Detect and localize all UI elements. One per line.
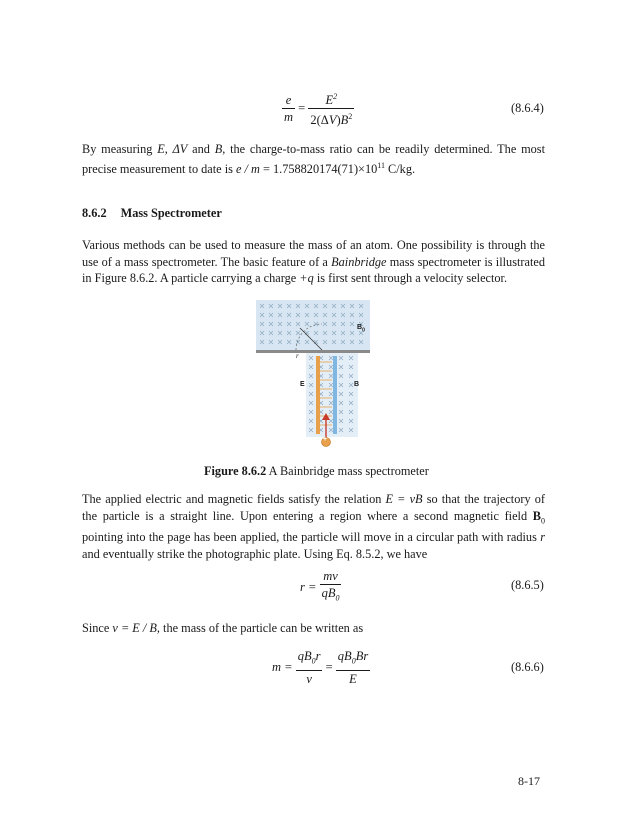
equation-8-6-4: $\frac{e}{m}$ = $\frac{E^2}{2(\Delta V)B^2}$ [282,89,354,128]
caption-text: A Bainbridge mass spectrometer [266,464,429,478]
page-number: 8-17 [518,774,540,788]
capacitor-plate-right [333,356,337,434]
label-e: E [300,381,305,388]
eq-numerator: e [282,92,295,109]
paragraph-measurement: By measuring E, ΔV and B, the charge-to-mass ratio can be readily determined. The most precise measurement to date is $e / m = 1.758820174(71)\times 10^{11}$ C/kg. [82,142,545,176]
figure-caption [204,463,429,480]
label-b: B [354,381,360,388]
equation-8-6-5: r = $\frac{mv}{qB_0}$ [300,568,341,607]
equation-number: (8.6.4) [511,101,544,115]
eq-denominator: $2(\Delta V)B^2$ [310,112,353,128]
eq-fraction-e-over-m [282,92,295,125]
paragraph-applied-fields: The applied electric and magnetic fields satisfy the relation E = vB so that the trajectory of the particle is a straight line. Upon entering a region where a second magnetic field $B_0$ pointing into the page has been applied, the particle will move in a circular path with radius r and eventually strike the photographic plate. Using Eq. 8.5.2, we have [82,492,545,562]
label-b0: $B_0$ [357,324,365,334]
eq-fraction-2: $\frac{qB_0Br}{E}$ [337,649,369,686]
paragraph-mass-spectrometer-intro: Various methods can be used to measure the mass of an atom. One possibility is through the use of a mass spectrometer. The basic feature of a Bainbridge mass spectrometer is illustrated in Figure 8.6.2. A particle carrying a charge +q is first sent through a velocity selector. [82,238,545,285]
caption-label: Figure 8.6.2 [204,464,267,478]
equation-number: (8.6.5) [511,578,544,592]
figure-bainbridge-diagram [256,300,370,448]
eq-numerator: $E^2$ [308,89,354,109]
eq-fraction-mv-over-qb0: $\frac{mv}{qB_0}$ [321,569,340,603]
label-r: r [296,352,299,360]
section-heading: 8.6.2 Mass Spectrometer [82,206,222,220]
equation-number: (8.6.6) [511,660,544,674]
capacitor-plate-left [316,356,320,434]
equation-8-6-6: m = $\frac{qB_0r}{v}$ = $\frac{qB_0Br}{E}$ [272,649,369,686]
eq-denominator: m [284,110,294,125]
mass-spectrometer-illustration [256,300,370,448]
eq-fraction-1: $\frac{qB_0r}{v}$ [297,649,321,686]
label-particle-charge: + [323,436,328,443]
paragraph-since: Since v = E / B, the mass of the particle can be written as [82,621,364,635]
eq-fraction-rhs [308,89,354,128]
photographic-plate [256,350,370,353]
